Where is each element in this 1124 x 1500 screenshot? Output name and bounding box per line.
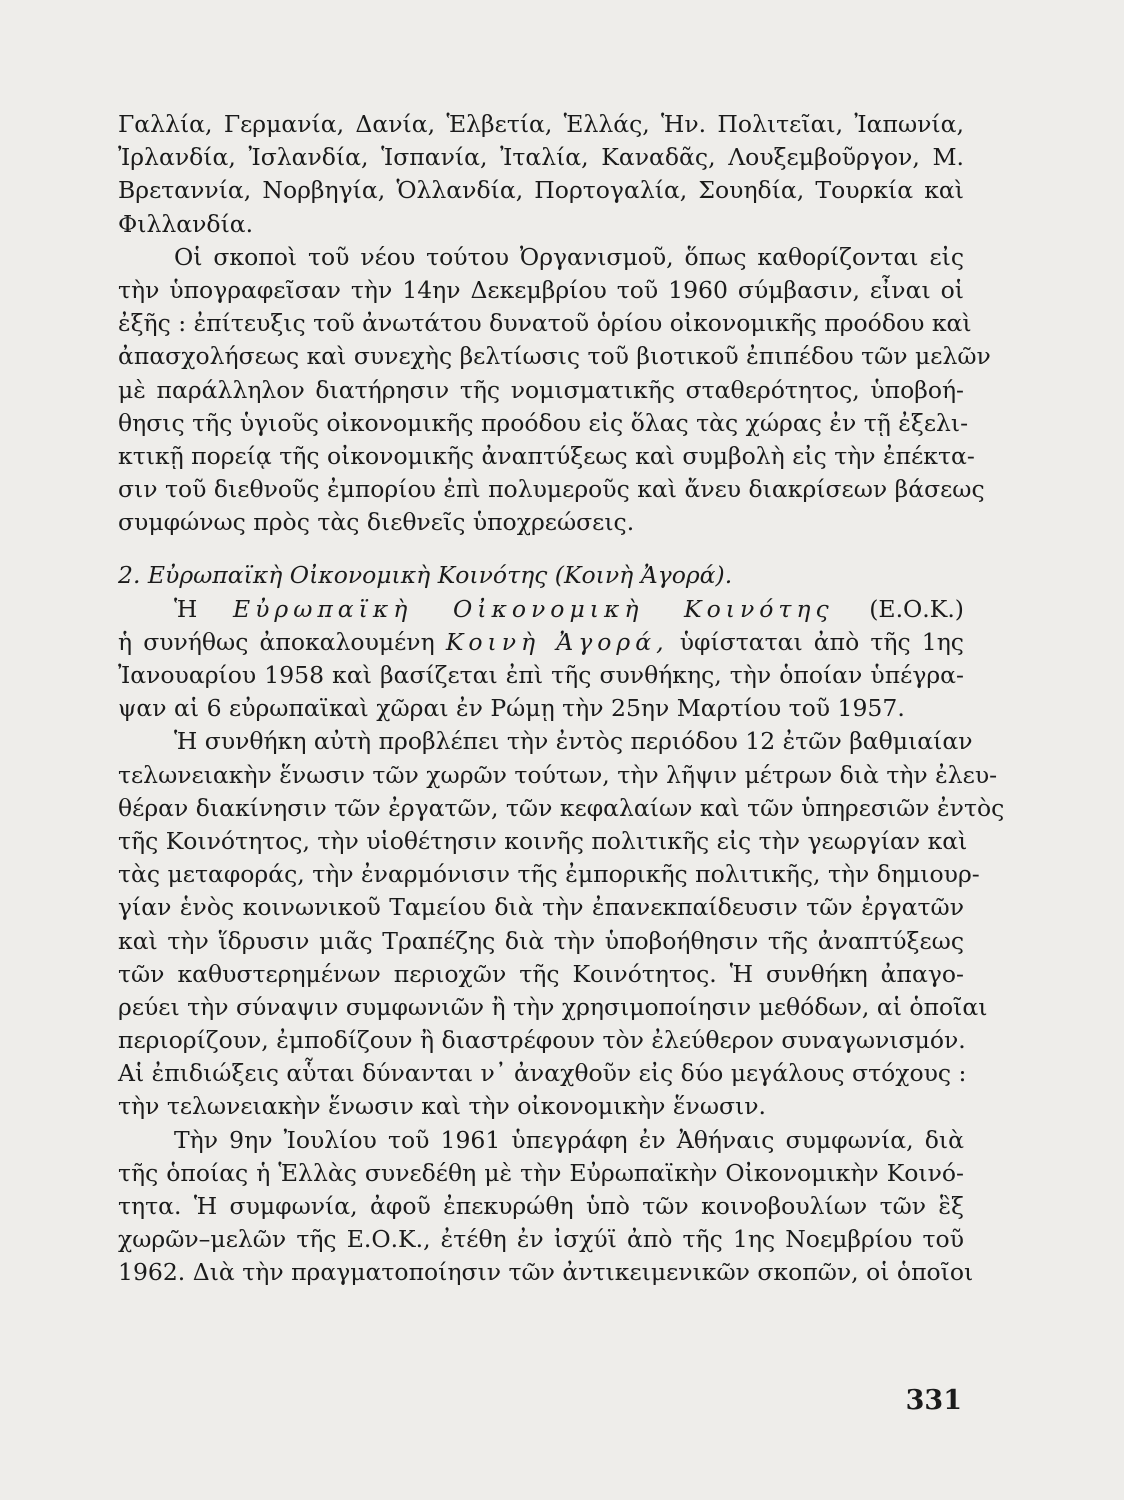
text-run: Ἡ — [174, 594, 198, 623]
emphasized-term: Εὐρωπαϊκὴ Οἰκονομικὴ Κοινότης — [232, 594, 834, 623]
text-line: τητα. Ἡ συμφωνία, ἀφοῦ ἐπεκυρώθη ὑπὸ τῶν κοινοβουλίων τῶν ἓξ — [118, 1192, 964, 1220]
text-line: τῆς Κοινότητος, τὴν υἱοθέτησιν κοινῆς πολιτικῆς εἰς τὴν γεωργίαν καὶ — [118, 826, 968, 855]
text-line: Τὴν 9ην Ἰουλίου τοῦ 1961 ὑπεγράφη ἐν Ἀθήναις συμφωνία, διὰ — [174, 1125, 964, 1154]
text-line: ρεύει τὴν σύναψιν συμφωνιῶν ἢ τὴν χρησιμοποίησιν μεθόδων, αἱ ὁποῖαι — [118, 992, 988, 1021]
text-line: Γαλλία, Γερμανία, Δανία, Ἑλβετία, Ἑλλάς, Ἡν. Πολιτεῖαι, Ἰαπωνία, — [118, 110, 964, 138]
text-line: Φιλλανδία. — [118, 209, 254, 238]
text-line: σιν τοῦ διεθνοῦς ἐμπορίου ἐπὶ πολυμεροῦς καὶ ἄνευ διακρίσεων βάσεως — [118, 475, 985, 504]
text-line: περιορίζουν, ἐμποδίζουν ἢ διαστρέφουν τὸν ἐλεύθερον συναγωνισμόν. — [118, 1026, 966, 1055]
text-line: 1962. Διὰ τὴν πραγματοποίησιν τῶν ἀντικειμενικῶν σκοπῶν, οἱ ὁποῖοι — [118, 1258, 974, 1287]
text-line: Ἰανουαρίου 1958 καὶ βασίζεται ἐπὶ τῆς συνθήκης, τὴν ὁποίαν ὑπέγρα- — [118, 661, 964, 689]
paragraph-country-list — [118, 108, 964, 241]
text-line: καὶ τὴν ἵδρυσιν μιᾶς Τραπέζης διὰ τὴν ὑποβοήθησιν τῆς ἀναπτύξεως — [118, 926, 964, 955]
text-line: Βρεταννία, Νορβηγία, Ὁλλανδία, Πορτογαλία, Σουηδία, Τουρκία καὶ — [118, 176, 964, 205]
text-line: ἀπασχολήσεως καὶ συνεχὴς βελτίωσις τοῦ βιοτικοῦ ἐπιπέδου τῶν μελῶν — [118, 342, 991, 371]
paragraph-eec-intro — [118, 593, 964, 726]
text-line: τὴν τελωνειακὴν ἕνωσιν καὶ τὴν οἰκονομικὴν ἕνωσιν. — [118, 1092, 766, 1121]
section-heading: 2. Εὐρωπαϊκὴ Οἰκονομικὴ Κοινότης (Κοινὴ Ἀγορά). — [118, 561, 733, 590]
paragraph-oecd-goals — [118, 241, 991, 540]
text-line: κτικῇ πορείᾳ τῆς οἰκονομικῆς ἀναπτύξεως καὶ συμβολὴ εἰς τὴν ἐπέκτα- — [118, 441, 975, 470]
text-line: Ἰρλανδία, Ἰσλανδία, Ἱσπανία, Ἰταλία, Καναδᾶς, Λουξεμβοῦργον, Μ. — [118, 143, 964, 172]
text-run: ἡ συνήθως ἀποκαλουμένη — [118, 627, 435, 656]
text-line: Ἡ συνθήκη αὐτὴ προβλέπει τὴν ἐντὸς περιόδου 12 ἐτῶν βαθμιαίαν — [174, 727, 973, 756]
text-line: ψαν αἱ 6 εὐρωπαϊκαὶ χῶραι ἐν Ρώμῃ τὴν 25ην Μαρτίου τοῦ 1957. — [118, 694, 905, 723]
text-line: ἐξῆς : ἐπίτευξις τοῦ ἀνωτάτου δυνατοῦ ὁρίου οἰκονομικῆς προόδου καὶ — [118, 309, 972, 338]
text-line: τὰς μεταφοράς, τὴν ἐναρμόνισιν τῆς ἐμπορικῆς πολιτικῆς, τὴν δημιουρ- — [118, 860, 980, 889]
paragraph-treaty-provisions — [118, 725, 1005, 1123]
text-line: τελωνειακὴν ἕνωσιν τῶν χωρῶν τούτων, τὴν λῆψιν μέτρων διὰ τὴν ἐλευ- — [118, 760, 998, 789]
text-run: ὑφίσταται ἀπὸ τῆς 1ης — [679, 627, 964, 656]
text-run: (Ε.Ο.Κ.) — [869, 594, 964, 623]
paragraph-greece-association — [118, 1124, 974, 1290]
text-line: θησις τῆς ὑγιοῦς οἰκονομικῆς προόδου εἰς ὅλας τὰς χώρας ἐν τῇ ἐξελι- — [118, 408, 969, 437]
text-line: Οἱ σκοποὶ τοῦ νέου τούτου Ὀργανισμοῦ, ὅπως καθορίζονται εἰς — [174, 242, 964, 271]
text-line: Αἱ ἐπιδιώξεις αὗται δύνανται ν᾿ ἀναχθοῦν εἰς δύο μεγάλους στόχους : — [118, 1059, 967, 1088]
text-line — [118, 626, 964, 659]
text-line: συμφώνως πρὸς τὰς διεθνεῖς ὑποχρεώσεις. — [118, 508, 635, 537]
text-line: γίαν ἑνὸς κοινωνικοῦ Ταμείου διὰ τὴν ἐπανεκπαίδευσιν τῶν ἐργατῶν — [118, 893, 964, 922]
text-line: τῶν καθυστερημένων περιοχῶν τῆς Κοινότητος. Ἡ συνθήκη ἀπαγο- — [118, 959, 964, 988]
text-line: τῆς ὁποίας ἡ Ἑλλὰς συνεδέθη μὲ τὴν Εὐρωπαϊκὴν Οἰκονομικὴν Κοινό- — [118, 1158, 964, 1187]
text-line: χωρῶν–μελῶν τῆς Ε.Ο.Κ., ἐτέθη ἐν ἰσχύϊ ἀπὸ τῆς 1ης Νοεμβρίου τοῦ — [118, 1225, 964, 1254]
page-number: 331 — [905, 1385, 962, 1416]
emphasized-term: Κοινὴ Ἀγορά, — [445, 627, 669, 656]
text-line — [118, 593, 964, 626]
text-line: μὲ παράλληλον διατήρησιν τῆς νομισματικῆς σταθερότητος, ὑποβοή- — [118, 375, 964, 404]
text-line: θέραν διακίνησιν τῶν ἐργατῶν, τῶν κεφαλαίων καὶ τῶν ὑπηρεσιῶν ἐντὸς — [118, 793, 1005, 822]
body-text — [118, 108, 1005, 1290]
text-line: τὴν ὑπογραφεῖσαν τὴν 14ην Δεκεμβρίου τοῦ 1960 σύμβασιν, εἶναι οἱ — [118, 275, 964, 304]
